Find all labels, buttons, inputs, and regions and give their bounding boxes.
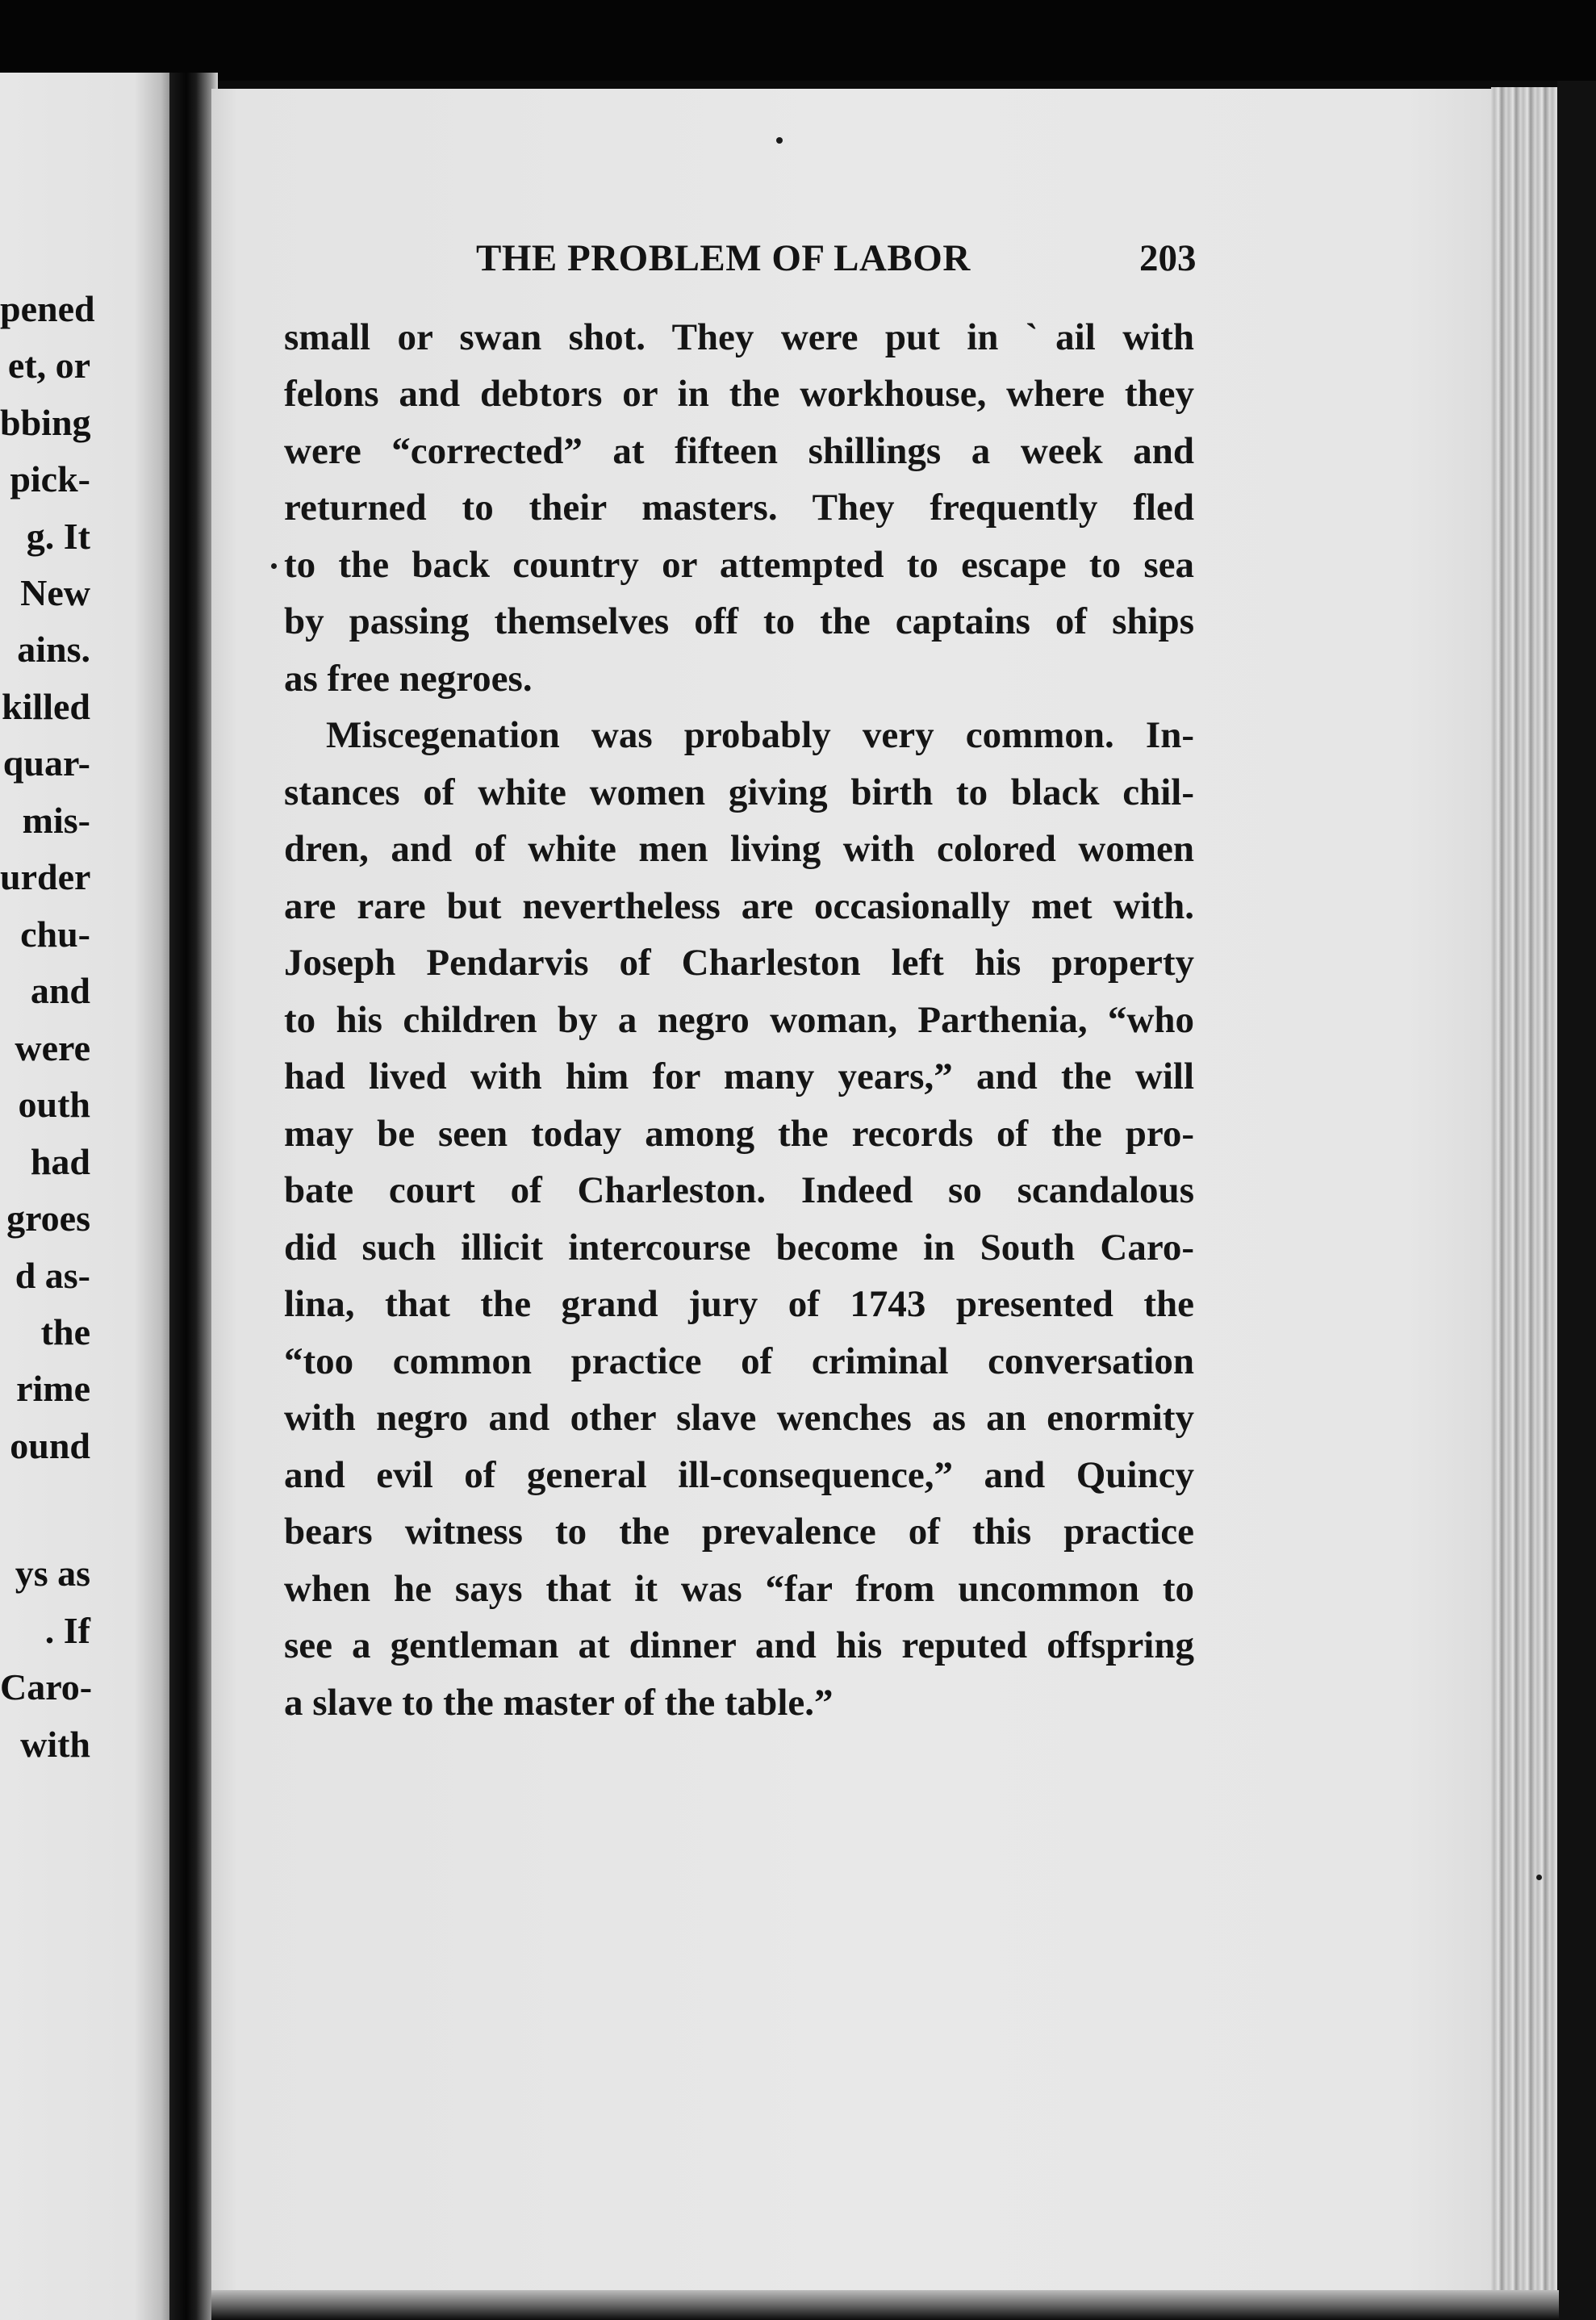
facing-page-line: ys as bbox=[15, 1553, 90, 1594]
body-line: when he says that it was “far from uncommon to bbox=[284, 1568, 1194, 1610]
scan-speck bbox=[776, 137, 783, 144]
body-line: did such illicit intercourse become in South Caro- bbox=[284, 1227, 1194, 1269]
body-line: felons and debtors or in the workhouse, where they bbox=[284, 373, 1194, 415]
body-line: bate court of Charleston. Indeed so scandalous bbox=[284, 1169, 1194, 1211]
body-line: may be seen today among the records of the pro- bbox=[284, 1113, 1194, 1155]
facing-page-line: with bbox=[20, 1724, 90, 1765]
body-line: Joseph Pendarvis of Charleston left his property bbox=[284, 942, 1194, 984]
facing-page-line: . If bbox=[44, 1610, 90, 1651]
body-line: “too common practice of criminal conversation bbox=[284, 1340, 1194, 1382]
facing-page-line: outh bbox=[18, 1084, 90, 1125]
body-line: as free negroes. bbox=[284, 658, 533, 700]
facing-page-line: Caro- bbox=[0, 1666, 93, 1708]
scan-speck bbox=[271, 563, 277, 569]
book-gutter bbox=[169, 73, 218, 2320]
facing-page bbox=[0, 73, 179, 2320]
body-line: to his children by a negro woman, Parthenia, “who bbox=[284, 999, 1194, 1041]
facing-page-line: rime bbox=[16, 1368, 90, 1409]
facing-page-line: pened bbox=[0, 288, 95, 329]
facing-page-line: pick- bbox=[10, 458, 90, 500]
running-head: THE PROBLEM OF LABOR bbox=[476, 237, 971, 279]
page-bottom-shadow bbox=[211, 2290, 1559, 2320]
facing-page-line: the bbox=[40, 1311, 90, 1352]
facing-page-line: ains. bbox=[17, 629, 90, 670]
facing-page-line: New bbox=[20, 572, 90, 613]
facing-page-line: killed bbox=[2, 686, 90, 727]
facing-page-line: ound bbox=[10, 1425, 90, 1466]
body-line: to the back country or attempted to escape to sea bbox=[284, 544, 1194, 586]
facing-page-line: et, or bbox=[7, 345, 90, 386]
body-line: returned to their masters. They frequently fled bbox=[284, 487, 1194, 529]
facing-page-line: mis- bbox=[22, 800, 90, 841]
body-line: small or swan shot. They were put in ˋail with bbox=[284, 316, 1194, 358]
facing-page-line: had bbox=[30, 1141, 90, 1182]
facing-page-line: and bbox=[30, 970, 90, 1011]
body-line: are rare but nevertheless are occasionally met with. bbox=[284, 885, 1194, 927]
facing-page-line: g. It bbox=[26, 516, 90, 557]
facing-page-line: quar- bbox=[2, 742, 90, 784]
facing-page-line: urder bbox=[0, 856, 91, 897]
body-line: see a gentleman at dinner and his reputed offspring bbox=[284, 1624, 1194, 1666]
body-line: with negro and other slave wenches as an enormity bbox=[284, 1397, 1194, 1439]
body-line: and evil of general ill-consequence,” and Quincy bbox=[284, 1454, 1194, 1496]
scan-speck bbox=[1536, 1875, 1542, 1880]
scan-right-border bbox=[1557, 81, 1596, 2320]
page-edge-stack bbox=[1491, 87, 1557, 2302]
body-line: were “corrected” at fifteen shillings a week and bbox=[284, 430, 1194, 472]
page-number: 203 bbox=[1139, 237, 1197, 279]
body-line: dren, and of white men living with colored women bbox=[284, 828, 1194, 870]
facing-page-line: were bbox=[15, 1027, 90, 1068]
body-line: a slave to the master of the table.” bbox=[284, 1682, 834, 1724]
facing-page-line: bbing bbox=[0, 402, 91, 443]
body-line: by passing themselves off to the captains of ships bbox=[284, 600, 1194, 642]
body-line: Miscegenation was probably very common. In- bbox=[326, 714, 1194, 756]
body-line: had lived with him for many years,” and the will bbox=[284, 1055, 1194, 1097]
body-line: bears witness to the prevalence of this practice bbox=[284, 1511, 1194, 1553]
facing-page-line: chu- bbox=[20, 913, 90, 955]
facing-page-line: d as- bbox=[15, 1255, 90, 1296]
scan-top-border bbox=[0, 0, 1596, 81]
facing-page-line: groes bbox=[6, 1198, 90, 1239]
body-line: lina, that the grand jury of 1743 presented the bbox=[284, 1283, 1194, 1325]
body-line: stances of white women giving birth to black chil- bbox=[284, 771, 1194, 813]
